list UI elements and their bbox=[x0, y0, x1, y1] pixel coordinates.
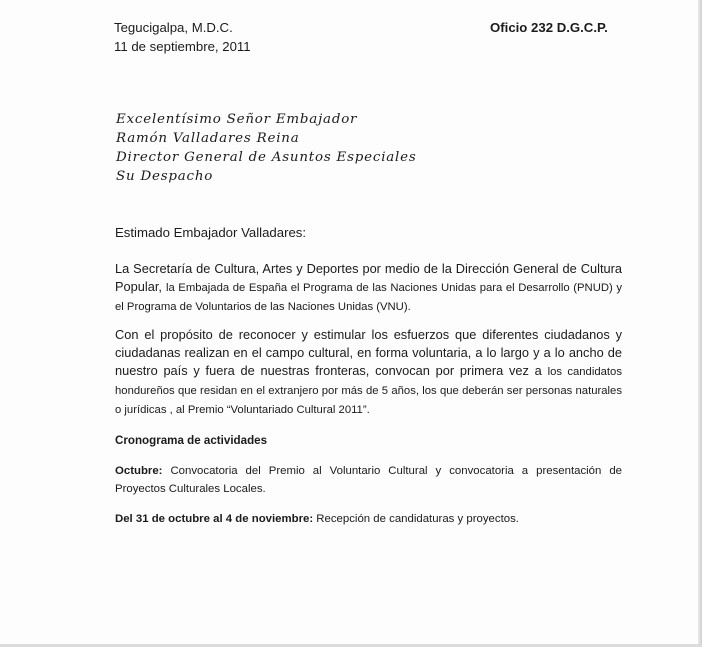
paragraph-purpose-text-b: los candidatos hondureños que residan en el extranjero por más de 5 años, los que deberán ser personas naturales o jurídicas , al Premio “Voluntariado Cultural 2011”. bbox=[115, 366, 622, 416]
date-line: 11 de septiembre, 2011 bbox=[114, 39, 251, 54]
reference-number: Oficio 232 D.G.C.P. bbox=[490, 20, 608, 35]
page-right-edge bbox=[698, 0, 702, 647]
schedule-item-november-text: Recepción de candidaturas y proyectos. bbox=[313, 513, 519, 525]
schedule-item-october bbox=[115, 462, 622, 498]
schedule-heading: Cronograma de actividades bbox=[115, 434, 268, 447]
letter-header-place-date bbox=[114, 18, 251, 56]
schedule-item-november bbox=[115, 510, 519, 528]
recipient-block bbox=[116, 110, 417, 186]
place-line: Tegucigalpa, M.D.C. bbox=[114, 20, 233, 35]
schedule-item-october-label: Octubre: bbox=[115, 465, 163, 477]
salutation: Estimado Embajador Valladares: bbox=[115, 225, 307, 240]
paragraph-organizers-text-a: La Secretaría de Cultura, Artes y Deportes por medio de la Dirección General de Cultura Popular, bbox=[115, 261, 622, 294]
paragraph-purpose-text-a: Con el propósito de reconocer y estimular los esfuerzos que diferentes ciudadanos y ciudadanas realizan en el campo cultural, en forma voluntaria, a lo largo y a lo ancho de nuestro país y fuera de nuestras fronteras, convocan por primera vez a bbox=[115, 327, 622, 378]
paragraph-purpose bbox=[115, 326, 622, 419]
paragraph-organizers bbox=[115, 260, 622, 316]
schedule-item-october-text: Convocatoria del Premio al Voluntario Cultural y convocatoria a presentación de Proyectos Culturales Locales. bbox=[115, 465, 622, 495]
schedule-item-november-label: Del 31 de octubre al 4 de noviembre: bbox=[115, 513, 314, 525]
recipient-name: Ramón Valladares Reina bbox=[116, 131, 300, 146]
recipient-office: Su Despacho bbox=[116, 169, 214, 184]
recipient-title: Excelentísimo Señor Embajador bbox=[116, 112, 358, 127]
recipient-position: Director General de Asuntos Especiales bbox=[116, 150, 417, 165]
paragraph-organizers-text-b: la Embajada de España el Programa de las Naciones Unidas para el Desarrollo (PNUD) y el Programa de Voluntarios de las Naciones Unidas (VNU). bbox=[115, 282, 622, 313]
